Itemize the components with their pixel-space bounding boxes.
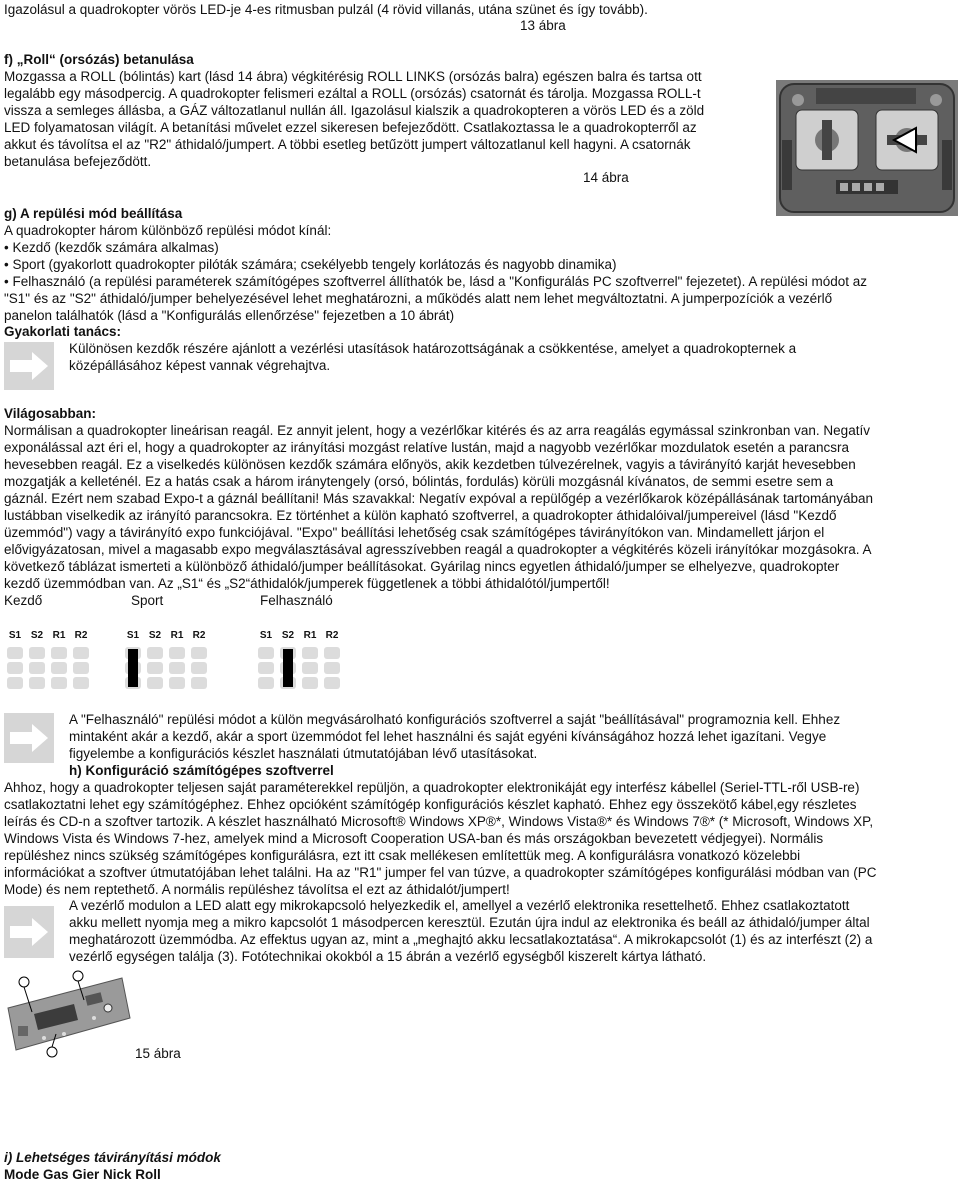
pin-label-r2: R2 — [192, 630, 206, 641]
clarification-text: mozgatják a kelleténél. Ez a hatás csak a három iránytengely (orsó, bólintás, fordulás) körüli mozgásnál kívánatos, de semmi esetre sem a — [4, 474, 834, 489]
clarification-text: exponálással azt éri el, hogy a quadrokopter az irányítási mozgást relatíve lustán, majd a nagyobb vezérlőkar mozdulatok esetén a parancsra — [4, 440, 849, 455]
header-pin — [302, 647, 318, 659]
jumper-s1 — [128, 649, 138, 687]
header-pin — [51, 677, 67, 689]
clarification-text: következő táblázat ismerteti a különböző áthidaló/jumper beállításokat. Gyárilag nincs egyetlen áthidaló/jumper se elhelyezve, quadrokopter — [4, 559, 840, 574]
clarification-text: gáznál. Ezért nem szabad Expo-t a gáznál beállítani! Más szavakkal: Negatív expóval a repülőgép a vezérlőkarok középállásának tartományában — [4, 491, 873, 506]
header-pin — [29, 662, 45, 674]
section-f-text: LED folyamatosan világít. A betanítási művelet ezzel sikeresen befejeződött. Csatlakoztassa le a quadrokopterről az — [4, 120, 697, 135]
header-pin — [191, 662, 207, 674]
note-text: mintaként akár a kezdő, akár a sport üzemmódot fel lehet használni és saját egyéni kívánságához hozzá lehet igazítani. Vegye — [69, 729, 827, 744]
mode-label-felhasznalo: Felhasználó — [260, 593, 333, 608]
header-pin — [73, 662, 89, 674]
header-pin — [7, 677, 23, 689]
section-f-text: betanulása befejeződött. — [4, 154, 152, 169]
header-pin — [324, 677, 340, 689]
tip-title: Gyakorlati tanács: — [4, 324, 122, 339]
transmitter-image — [776, 80, 958, 216]
clarification-text: lustábban viselkedik az irányító parancsokra. Ez történhet a külön kapható szoftverrel, a quadrokopter áthidalóival/jumpereivel (lásd "Kezdő — [4, 508, 837, 523]
reset-text: meghatározott üzemmódba. Az effektus ugyan az, mint a „meghajtó akku lecsatlakoztatása“. A mikrokapcsolót (1) és az interfészt (2) a — [69, 932, 873, 947]
section-h-text: információkat a szoftver útmutatójában lehet találni. Ha az "R1" jumper fel van túzve, a quadrokopter számítógépes konfigurálási módban van (PC — [4, 865, 877, 880]
header-pin — [147, 677, 163, 689]
clarification-text: kezdő üzemmódban van. Az „S1“ és „S2“áthidalók/jumperek függetlenek a többi áthidalótól/jumpertől! — [4, 576, 610, 591]
clarification-text: hevesebben reagál. Ez a viselkedés különösen kezdők számára előnyös, akik kezdetben túlvezérelnek, vagyis a távirányító karját hevesebben — [4, 457, 856, 472]
pin-label-s1: S1 — [8, 630, 22, 641]
section-h-text: Ahhoz, hogy a quadrokopter teljesen saját paraméterekkel repüljön, a quadrokopter elektronikáját egy interfész kábellel (Seriel-TTL-ről USB-re) — [4, 780, 860, 795]
figure-13-caption: 13 ábra — [520, 18, 566, 33]
header-pin — [191, 647, 207, 659]
tip-text: Különösen kezdők részére ajánlott a vezérlési utasítások határozottságának a csökkentése, amelyet a quadrokopternek a — [69, 341, 797, 356]
header-pin — [7, 662, 23, 674]
header-pin — [73, 677, 89, 689]
arrow-right-icon — [4, 906, 54, 958]
clarification-text: Normálisan a quadrokopter lineárisan reagál. Ez annyit jelent, hogy a vezérlőkar kitérés és az arra reagálás egymással szinkronban van. Negatív — [4, 423, 870, 438]
arrow-right-icon — [4, 342, 54, 390]
pin-label-s1: S1 — [126, 630, 140, 641]
note-text: A "Felhasználó" repülési módot a külön megvásárolható konfigurációs szoftverrel a saját "beállításával" programoznia kell. Ehhez — [69, 712, 841, 727]
reset-text: vezérlő egységen találja (3). Fotótechnikai okokból a 15 ábrán a vezérlő egységből kiszerelt kártya látható. — [69, 949, 707, 964]
header-pin — [169, 677, 185, 689]
figure-14-caption: 14 ábra — [583, 170, 629, 185]
pin-label-r1: R1 — [170, 630, 184, 641]
pin-label-s2: S2 — [281, 630, 295, 641]
section-h-text: Mode) és nem reptethető. A normális repüléshez távolítsa el ezt az áthidalót/jumpert! — [4, 882, 510, 897]
clarification-title: Világosabban: — [4, 406, 97, 421]
header-pin — [258, 647, 274, 659]
note-text: figyelembe a konfigurációs készlet használati útmutatójában lévő utasításokat. — [69, 746, 538, 761]
section-g-title: g) A repülési mód beállítása — [4, 206, 183, 221]
bullet-item: • Kezdő (kezdők számára alkalmas) — [4, 240, 219, 255]
clarification-text: elővigyázatosan, mivel a magasabb expo megválasztásával agresszívebben reagál a quadrokopter a végkitérés közeli irányítókar mozgásokra. A — [4, 542, 872, 557]
jumper-diagram-felhasznalo — [255, 628, 347, 695]
bullet-item: • Felhasználó (a repülési paraméterek számítógépes szoftverrel állíthatók be, lásd a "Konfigurálás PC szoftverrel" fejezetet). A repülési módot az — [4, 274, 867, 289]
tip-text: középállásához képest vannak végrehajtva. — [69, 358, 331, 373]
jumper-diagram-kezdo — [4, 628, 96, 695]
header-pin — [258, 662, 274, 674]
header-pin — [147, 662, 163, 674]
header-pin — [258, 677, 274, 689]
section-i-subtitle: Mode Gas Gier Nick Roll — [4, 1167, 161, 1182]
section-f-text: akkut és távolítsa el az "R2" áthidaló/jumpert. A többi esetleg betűzött jumpert változatlanul kell hagyni. A csatornák — [4, 137, 691, 152]
header-pin — [169, 662, 185, 674]
header-pin — [302, 677, 318, 689]
header-pin — [191, 677, 207, 689]
jumper-diagram-sport — [122, 628, 214, 695]
pin-label-r1: R1 — [52, 630, 66, 641]
header-pin — [51, 662, 67, 674]
arrow-right-icon — [4, 713, 54, 763]
section-f-text: vissza a semleges állásba, a GÁZ változatlanul nullán áll. Igazolásul kialszik a quadrokopteren a vörös LED és a zöld — [4, 103, 705, 118]
mode-label-sport: Sport — [131, 593, 164, 608]
header-pin — [73, 647, 89, 659]
header-pin — [324, 647, 340, 659]
pin-label-s1: S1 — [259, 630, 273, 641]
section-g-text: A quadrokopter három különböző repülési módot kínál: — [4, 223, 332, 238]
header-pin — [51, 647, 67, 659]
header-pin — [324, 662, 340, 674]
reset-text: A vezérlő modulon a LED alatt egy mikrokapcsoló helyezkedik el, amellyel a vezérlő elektronika resettelhető. Ehhez csatlakoztatott — [69, 898, 850, 913]
mode-label-kezdo: Kezdő — [4, 593, 43, 608]
section-h-title: h) Konfiguráció számítógépes szoftverrel — [69, 763, 334, 778]
header-pin — [29, 677, 45, 689]
pin-label-r2: R2 — [325, 630, 339, 641]
section-h-text: leírás és CD-n a szoftver tartozik. A készlet használható Microsoft® Windows XP®*, Windows Vista®* és Windows 7®* (* Microsoft, Windows XP, — [4, 814, 874, 829]
header-pin — [29, 647, 45, 659]
clarification-text: üzemmód") vagy a távirányító expo funkciójával. "Expo" beállítási lehetőség csak számítógépes távirányítókon van. Mindamellett járjon el — [4, 525, 825, 540]
pin-label-r2: R2 — [74, 630, 88, 641]
header-pin — [147, 647, 163, 659]
header-pin — [169, 647, 185, 659]
section-g-text: panelon találhatók (lásd a "Konfigurálás ellenőrzése" fejezetben a 10 ábrát) — [4, 308, 455, 323]
header-pin — [302, 662, 318, 674]
section-f-text: Mozgassa a ROLL (bólintás) kart (lásd 14 ábra) végkitérésig ROLL LINKS (orsózás balra) egészen balra és tartsa ott — [4, 69, 702, 84]
reset-text: akku mellett nyomja meg a mikro kapcsolót 1 másodpercen keresztül. Ezután újra indul az elektronika és beáll az áthidaló/jumper által — [69, 915, 870, 930]
figure-15-caption: 15 ábra — [135, 1046, 181, 1061]
intro-text: Igazolásul a quadrokopter vörös LED-je 4-es ritmusban pulzál (4 rövid villanás, utána szünet és így tovább). — [4, 2, 648, 17]
pin-label-s2: S2 — [30, 630, 44, 641]
section-f-title: f) „Roll“ (orsózás) betanulása — [4, 52, 194, 67]
section-g-text: "S1" és az "S2" áthidaló/jumper behelyezésével lehet meghatározni, a működés alatt nem lehet megváltoztatni. A jumperpozíciók a vezérlő — [4, 291, 833, 306]
section-h-text: repüléshez nincs szükség számítógépes konfigurálásra, ezt itt csak mellékesen említettük meg. A konfigurálásra vonatkozó közelebbi — [4, 848, 801, 863]
pin-label-r1: R1 — [303, 630, 317, 641]
header-pin — [7, 647, 23, 659]
control-board-image — [4, 968, 132, 1060]
pin-label-s2: S2 — [148, 630, 162, 641]
section-i-title: i) Lehetséges távirányítási módok — [4, 1150, 221, 1165]
section-h-text: csatlakoztatni lehet egy számítógéphez. Ehhez opcióként számítógép konfigurációs készlet kapható. Ehhez egy összekötő kábel,egy részletes — [4, 797, 857, 812]
jumper-s2 — [283, 649, 293, 687]
bullet-item: • Sport (gyakorlott quadrokopter pilóták számára; csekélyebb tengely korlátozás és nagyobb dinamika) — [4, 257, 617, 272]
section-f-text: legalább egy másodpercig. A quadrokopter felismeri ezáltal a ROLL (orsózás) csatornát és tárolja. Mozgassa ROLL-t — [4, 86, 701, 101]
section-h-text: Windows Vista és Windows 7-hez, amelyek mind a Microsoft Cooperation USA-ban és más országokban bevezetett védjegyei). Normális — [4, 831, 824, 846]
